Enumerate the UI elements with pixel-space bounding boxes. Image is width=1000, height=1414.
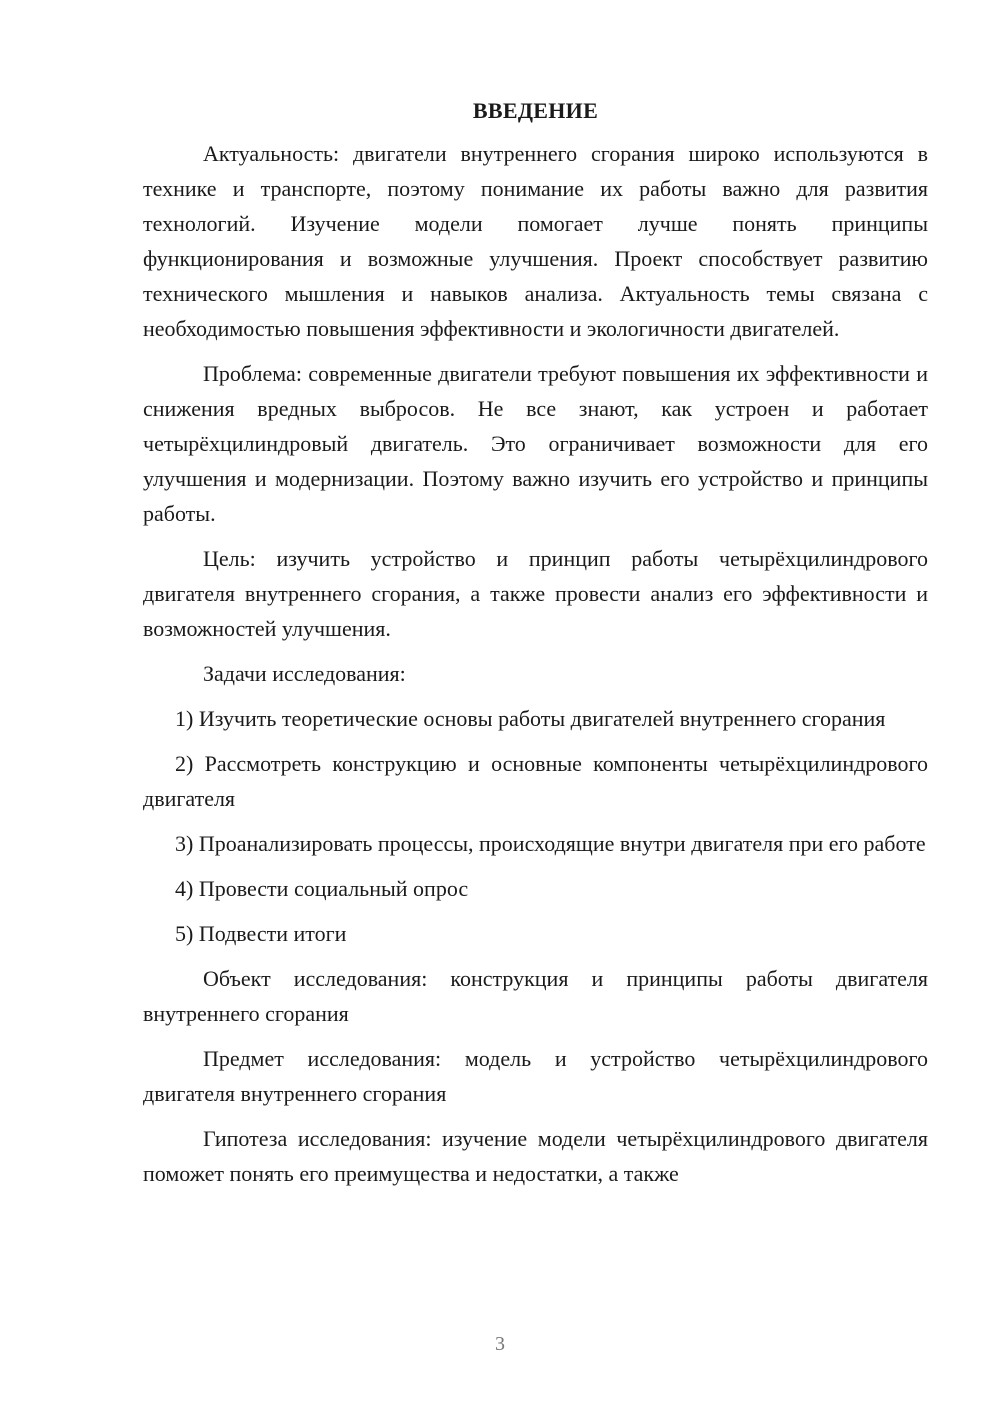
list-item: 5) Подвести итоги xyxy=(175,921,347,946)
paragraph-object: Объект исследования: конструкция и принципы работы двигателя внутреннего сгорания xyxy=(143,966,928,1026)
page-title: ВВЕДЕНИЕ xyxy=(472,98,599,123)
list-item: 1) Изучить теоретические основы работы двигателей внутреннего сгорания xyxy=(175,706,886,731)
paragraph-hypothesis: Гипотеза исследования: изучение модели четырёхцилиндрового двигателя поможет понять его преимущества и недостатки, а также xyxy=(143,1126,928,1186)
paragraph-relevance: Актуальность: двигатели внутреннего сгорания широко используются в технике и транспорте, поэтому понимание их работы важно для развития технологий. Изучение модели помогает лучше понять принципы функционирования и возможные улучшения. Проект способствует развитию технического мышления и навыков анализа. Актуальность темы связана с необходимостью повышения эффективности и экологичности двигателей. xyxy=(143,141,928,341)
list-item: 2) Рассмотреть конструкцию и основные компоненты четырёхцилиндрового двигателя xyxy=(143,751,928,811)
paragraph-goal: Цель: изучить устройство и принцип работы четырёхцилиндрового двигателя внутреннего сгорания, а также провести анализ его эффективности и возможностей улучшения. xyxy=(143,546,928,641)
page-content xyxy=(143,96,928,1201)
paragraph-problem: Проблема: современные двигатели требуют повышения их эффективности и снижения вредных выбросов. Не все знают, как устроен и работает четырёхцилиндровый двигатель. Это ограничивает возможности для его улучшения и модернизации. Поэтому важно изучить его устройство и принципы работы. xyxy=(143,361,928,526)
paragraph-subject: Предмет исследования: модель и устройство четырёхцилиндрового двигателя внутреннего сгорания xyxy=(143,1046,928,1106)
list-item: 4) Провести социальный опрос xyxy=(175,876,469,901)
list-item: 3) Проанализировать процессы, происходящие внутри двигателя при его работе xyxy=(175,831,926,856)
tasks-heading: Задачи исследования: xyxy=(203,661,406,686)
tasks-list xyxy=(143,701,928,951)
page-number: 3 xyxy=(495,1333,505,1355)
